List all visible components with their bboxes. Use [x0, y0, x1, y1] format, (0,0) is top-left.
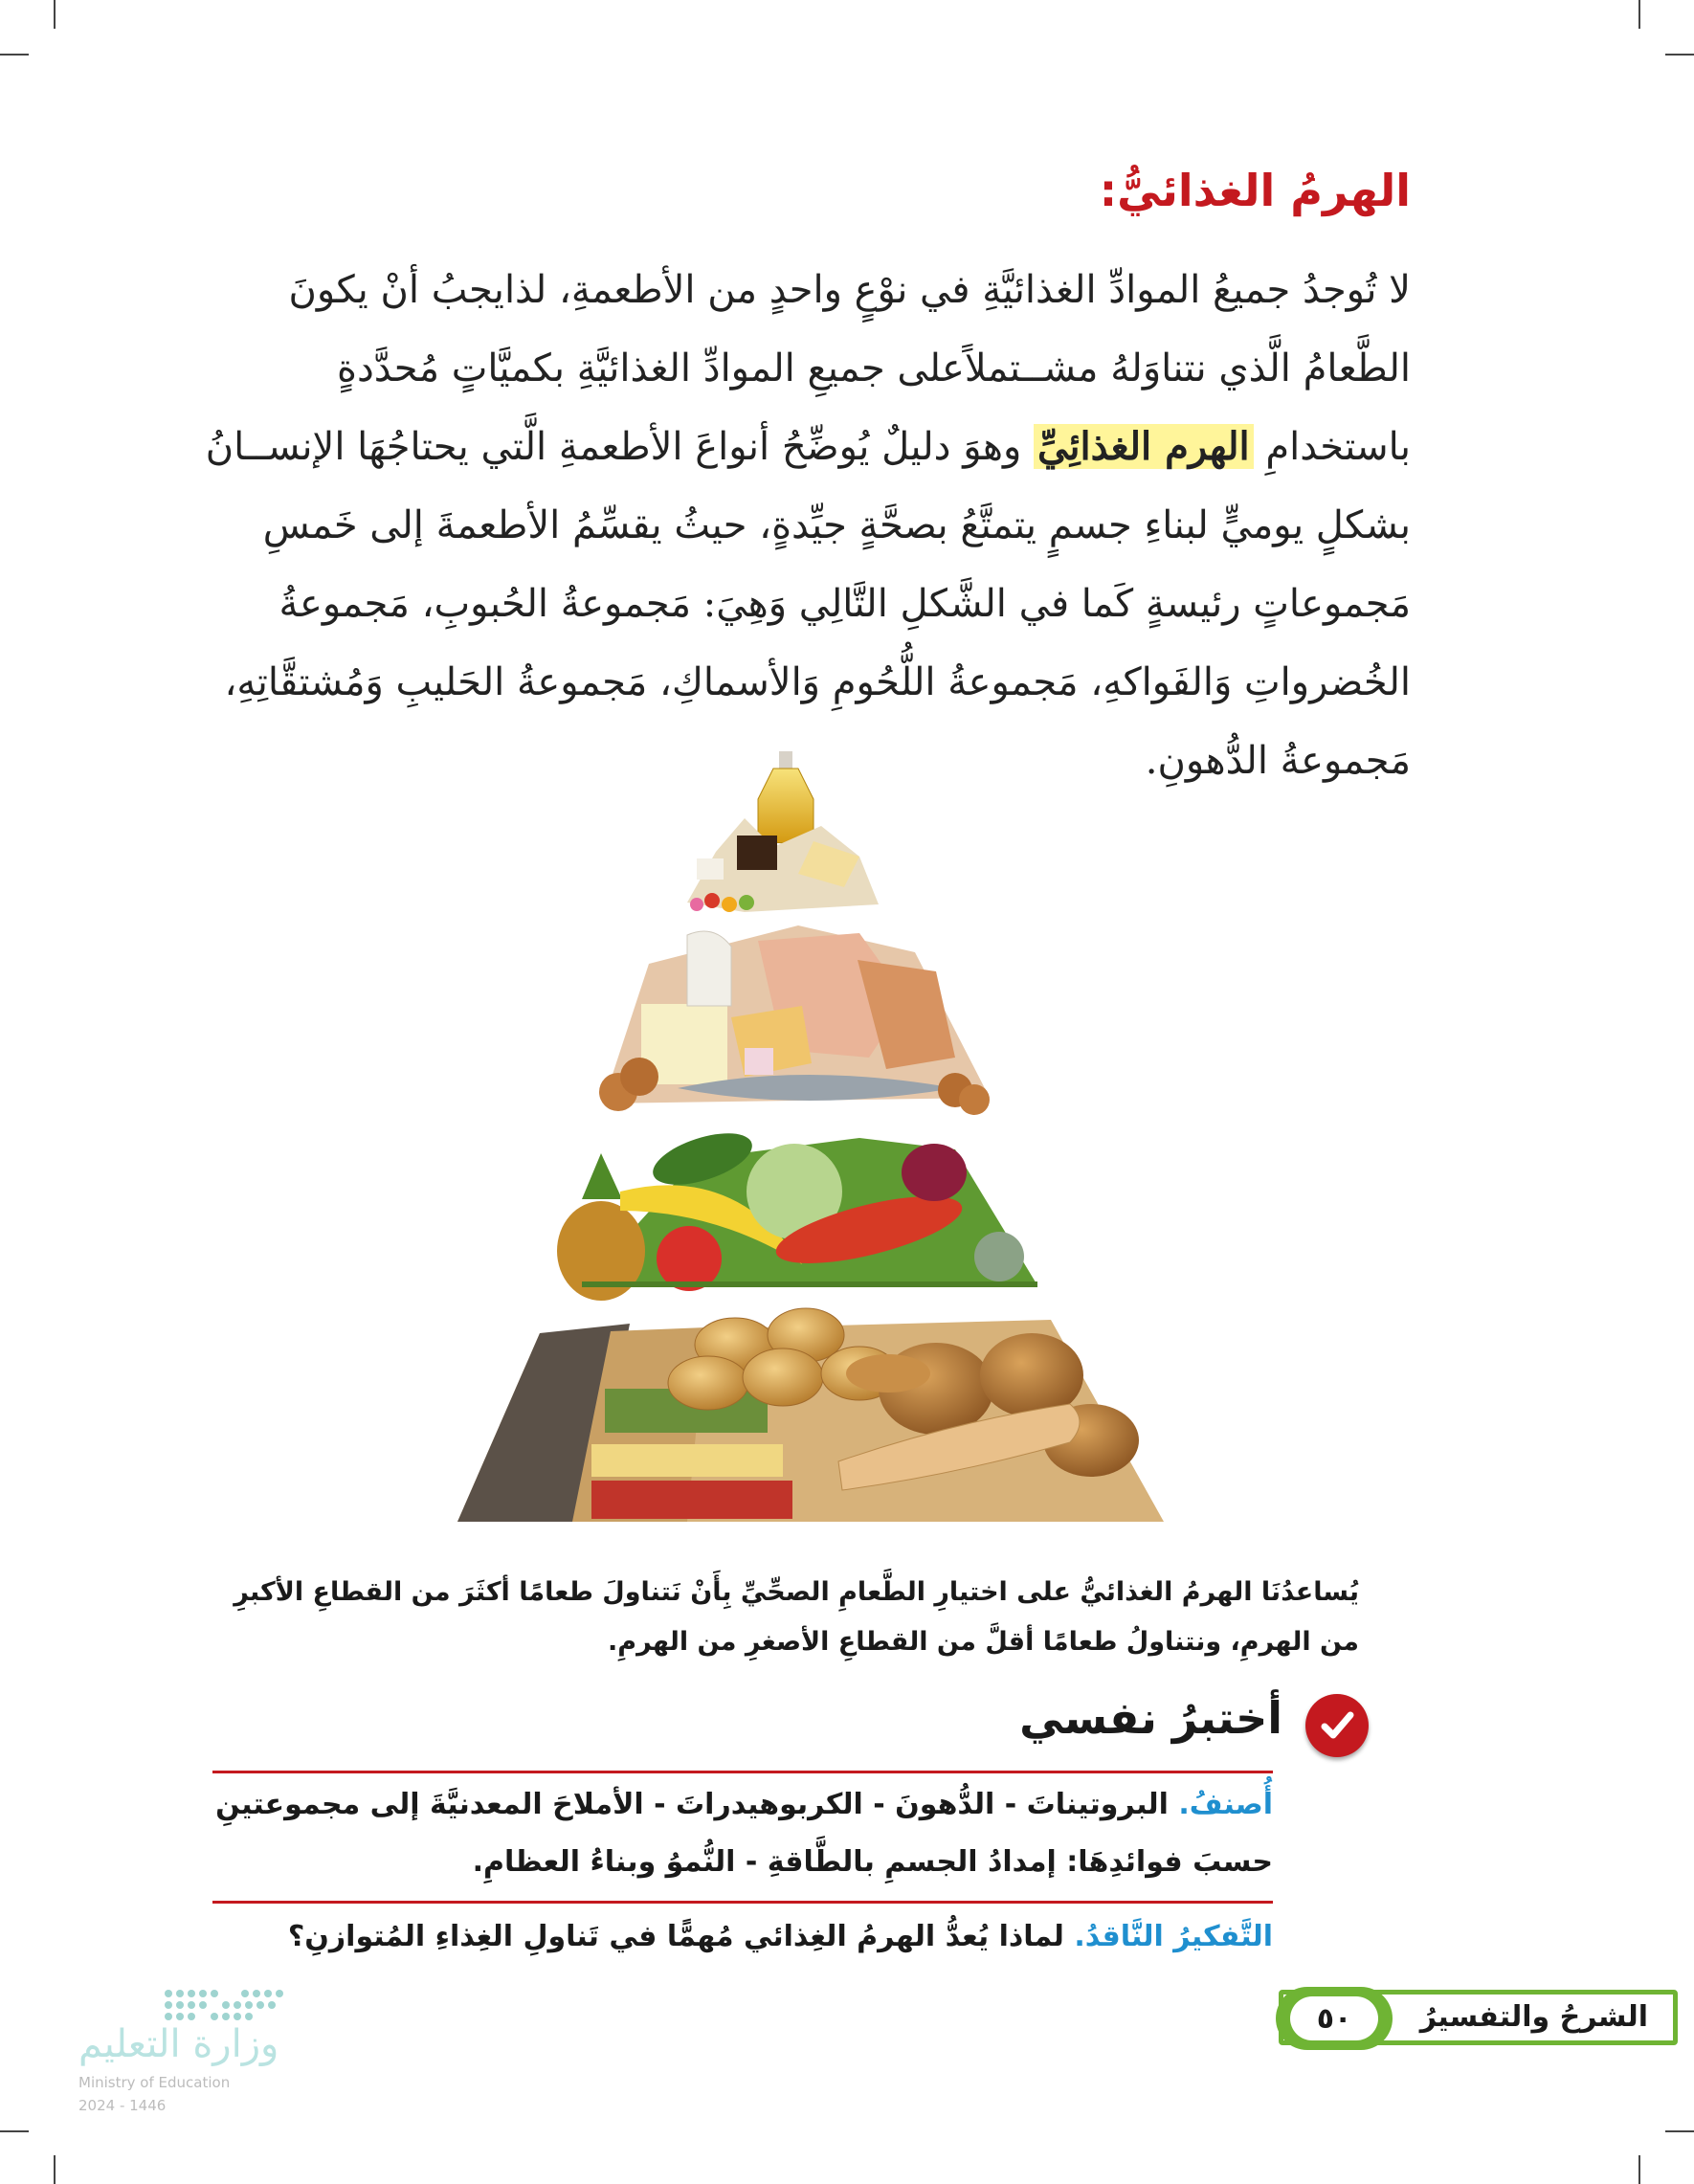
ministry-year: 2024 - 1446 — [78, 2097, 167, 2114]
self-test-title: أختبرُ نفسي — [1019, 1692, 1282, 1744]
footer-label: الشرحُ والتفسيرُ — [1419, 2000, 1648, 2034]
ministry-name-ar: وزارة التعليم — [78, 2022, 279, 2066]
grains-group — [457, 1308, 1164, 1522]
crop-mark — [0, 2130, 29, 2132]
fats-group — [687, 751, 879, 912]
crop-mark — [1638, 2155, 1640, 2184]
question-critical-thinking — [211, 1908, 1273, 1966]
question-lead: أُصنفُ. — [1178, 1788, 1273, 1821]
divider — [212, 1901, 1273, 1904]
question-text: البروتيناتَ - الدُّهونَ - الكربوهيدراتَ - الأملاحَ المعدنيَّةَ إلى مجموعتينِ حسبَ فوائدِهَا: إمدادُ الجسمِ بالطَّاقةِ - النُّموُ وبناءُ العظامِ. — [215, 1788, 1273, 1879]
divider — [212, 1771, 1273, 1773]
page-number — [1276, 1987, 1393, 2050]
check-icon — [1305, 1694, 1369, 1757]
highlighted-term: الهرم الغذائِيِّ — [1034, 424, 1254, 469]
crop-mark — [1665, 54, 1694, 56]
intro-text-before: لا تُوجدُ جميعُ الموادِّ الغذائيَّةِ في نوْعٍ واحدٍ من الأطعمةِ، لذايجبُ أنْ يكونَ الطَّعامُ الَّذي نتناوَلهُ مشــتملاًعلى جميعِ الموادِّ الغذائيَّةِ بكميَّاتٍ مُحدَّدةٍ باستخدامِ — [288, 268, 1411, 469]
crop-mark — [54, 2155, 56, 2184]
crop-mark — [1665, 2130, 1694, 2132]
crop-mark — [54, 0, 56, 29]
question-classify — [211, 1776, 1273, 1891]
vegetables-fruits-group — [557, 1123, 1037, 1301]
ministry-logo — [73, 1986, 322, 2129]
intro-text-after: وهوَ دليلٌ يُوضِّحُ أنواعَ الأطعمةِ الَّتي يحتاجُهَا الإنســانُ بشكلٍ يوميٍّ لبناءِ جسمٍ يتمتَّعُ بصحَّةٍ جيِّدةٍ، حيثُ يقسِّمُ الأطعمةَ إلى خَمسِ مَجموعاتٍ رئيسةٍ كَما في الشَّكلِ التَّالِي وَهِيَ: مَجموعةُ الحُبوبِ، مَجموعةُ الخُضرواتِ وَالفَواكهِ، مَجموعةُ اللُّحُومِ وَالأسماكِ، مَجموعةُ الحَليبِ وَمُشتقَّاتِهِ، مَجموعةُ الدُّهونِ. — [205, 425, 1411, 783]
protein-dairy-group — [599, 925, 990, 1115]
footer-bar — [1279, 1990, 1678, 2045]
page-number-value: ٥٠ — [1290, 1996, 1378, 2040]
food-pyramid-image — [457, 713, 1185, 1522]
question-text: لماذا يُعدُّ الهرمُ الغِذائي مُهمًّا في تَناولِ الغِذاءِ المُتوازنِ؟ — [287, 1920, 1064, 1953]
question-lead: التَّفكيرُ النَّاقدُ. — [1074, 1920, 1273, 1953]
crop-mark — [0, 54, 29, 56]
crop-mark — [1638, 0, 1640, 29]
figure-caption: يُساعدُنَا الهرمُ الغذائيُّ على اختيارِ الطَّعامِ الصحِّيِّ بِأَنْ نَتناولَ طعامًا أكثَرَ من القطاعِ الأكبرِ من الهرمِ، ونتناولُ طعامًا أقلَّ من القطاعِ الأصغرِ من الهرمِ. — [234, 1577, 1359, 1657]
self-test-heading — [794, 1690, 1369, 1767]
ministry-logo-mark — [73, 1986, 322, 2024]
section-title: الهرمُ الغذائيُّ: — [1099, 165, 1411, 216]
ministry-name-en: Ministry of Education — [78, 2074, 231, 2091]
